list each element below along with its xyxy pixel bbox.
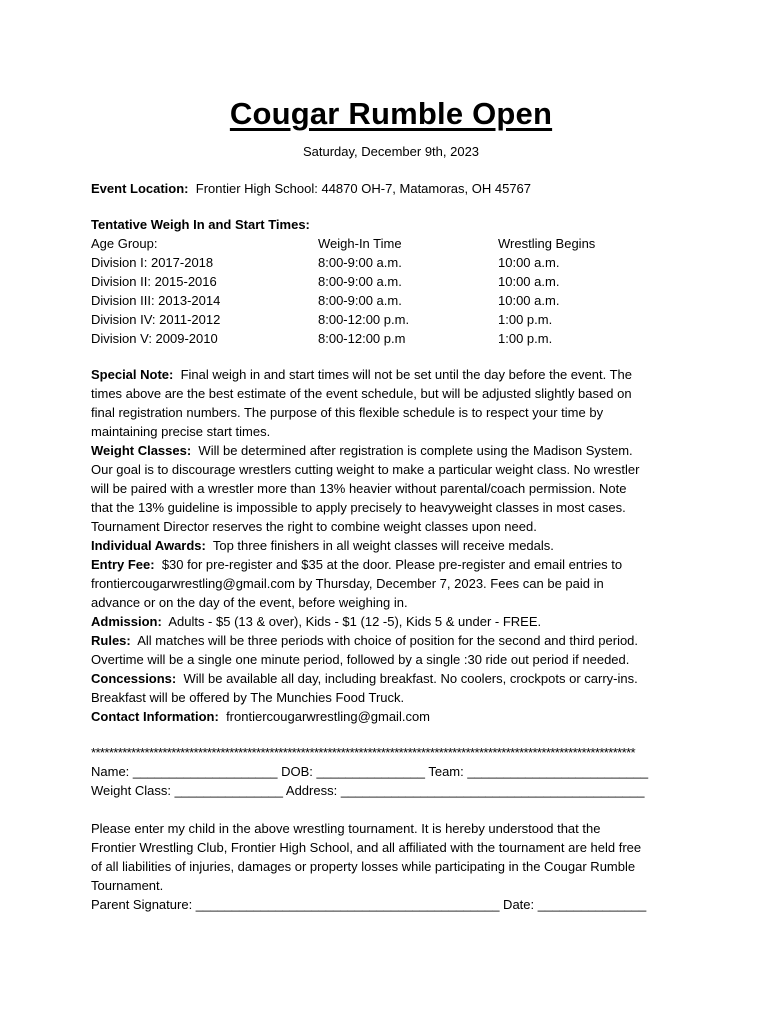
separator-line: ************************************************************************************************************************** [91,745,636,760]
concessions-label: Concessions: [91,671,177,686]
admission-text: Adults - $5 (13 & over), Kids - $1 (12 -5), Kids 5 & under - FREE. [168,614,542,629]
weight-classes-line [91,441,691,460]
schedule-row [91,329,691,348]
schedule-row [91,253,691,272]
schedule-row [91,272,691,291]
division-cell: Division II: 2015-2016 [91,274,217,289]
weigh-in-cell: 8:00-9:00 a.m. [318,274,402,289]
schedule-row [91,291,691,310]
concessions-line [91,669,691,688]
event-location-label: Event Location: [91,181,189,196]
weight-classes-label: Weight Classes: [91,443,192,458]
page-title: Cougar Rumble Open [229,96,553,131]
rules-text: Overtime will be a single one minute period, followed by a single :30 ride out period if needed. [91,652,630,667]
entry-fee-text: $30 for pre-register and $35 at the door. Please pre-register and email entries to [161,557,623,572]
consent-section [91,819,691,914]
start-cell: 1:00 p.m. [498,312,553,327]
info-sections [91,365,691,726]
contact-email: frontiercougarwrestling@gmail.com [226,709,430,724]
consent-text: Please enter my child in the above wrestling tournament. It is hereby understood that the [91,821,601,836]
weight-classes-text: Will be determined after registration is complete using the Madison System. [198,443,633,458]
weight-classes-text: Tournament Director reserves the right to combine weight classes upon need. [91,519,537,534]
weight-classes-text: Our goal is to discourage wrestlers cutting weight to make a particular weight class. No wrestler [91,462,640,477]
consent-text: Frontier Wrestling Club, Frontier High School, and all affiliated with the tournament are held free [91,840,642,855]
event-date: Saturday, December 9th, 2023 [302,144,480,159]
start-cell: 1:00 p.m. [498,331,553,346]
start-cell: 10:00 a.m. [498,293,560,308]
rules-label: Rules: [91,633,131,648]
awards-label: Individual Awards: [91,538,206,553]
awards-text: Top three finishers in all weight classes will receive medals. [212,538,554,553]
special-note-line [91,365,691,384]
division-cell: Division IV: 2011-2012 [91,312,221,327]
special-note-text: Final weigh in and start times will not be set until the day before the event. The [180,367,632,382]
entry-fee-line [91,555,691,574]
header-wrestling-begins: Wrestling Begins [498,236,596,251]
form-line-weight: Weight Class: _______________ Address: __________________________________________ [91,783,645,798]
weight-classes-text: that the 13% guideline is impossible to apply precisely to heavyweight classes in most cases. [91,500,626,515]
consent-text: of all liabilities of injuries, damages or property losses while participating in the Cougar Rumble [91,859,636,874]
start-cell: 10:00 a.m. [498,255,560,270]
special-note-text: maintaining precise start times. [91,424,271,439]
division-cell: Division V: 2009-2010 [91,331,218,346]
consent-text: Tournament. [91,878,164,893]
concessions-text: Breakfast will be offered by The Munchies Food Truck. [91,690,405,705]
special-note-label: Special Note: [91,367,174,382]
contact-label: Contact Information: [91,709,219,724]
weigh-in-cell: 8:00-9:00 a.m. [318,255,402,270]
entry-fee-text: frontiercougarwrestling@gmail.com by Thursday, December 7, 2023. Fees can be paid in [91,576,604,591]
weigh-in-cell: 8:00-12:00 p.m. [318,312,410,327]
special-note-text: times above are the best estimate of the event schedule, but will be adjusted slightly based on [91,386,632,401]
event-location-value: Frontier High School: 44870 OH-7, Matamoras, OH 45767 [195,181,532,196]
schedule-header-row [91,234,691,253]
weigh-in-cell: 8:00-9:00 a.m. [318,293,402,308]
awards-line [91,536,691,555]
event-location [91,179,691,198]
admission-label: Admission: [91,614,162,629]
schedule-heading: Tentative Weigh In and Start Times: [91,217,310,232]
schedule-section [91,215,691,348]
header-weigh-in: Weigh-In Time [318,236,402,251]
division-cell: Division III: 2013-2014 [91,293,221,308]
weigh-in-cell: 8:00-12:00 p.m [318,331,406,346]
parent-signature-line: Parent Signature: __________________________________________ Date: _______________ [91,897,647,912]
concessions-text: Will be available all day, including breakfast. No coolers, crockpots or carry-ins. [183,671,638,686]
header-age-group: Age Group: [91,236,158,251]
admission-line [91,612,691,631]
schedule-row [91,310,691,329]
form-line-name: Name: ____________________ DOB: _______________ Team: _________________________ [91,764,649,779]
start-cell: 10:00 a.m. [498,274,560,289]
rules-text: All matches will be three periods with choice of position for the second and third period. [137,633,639,648]
document-content [91,94,691,914]
rules-line [91,631,691,650]
contact-line [91,707,691,726]
entry-fee-label: Entry Fee: [91,557,155,572]
weight-classes-text: will be paired with a wrestler more than 13% heavier without parental/coach permission. Note [91,481,627,496]
entry-fee-text: advance or on the day of the event, before weighing in. [91,595,408,610]
division-cell: Division I: 2017-2018 [91,255,214,270]
special-note-text: final registration numbers. The purpose of this flexible schedule is to respect your time by [91,405,604,420]
